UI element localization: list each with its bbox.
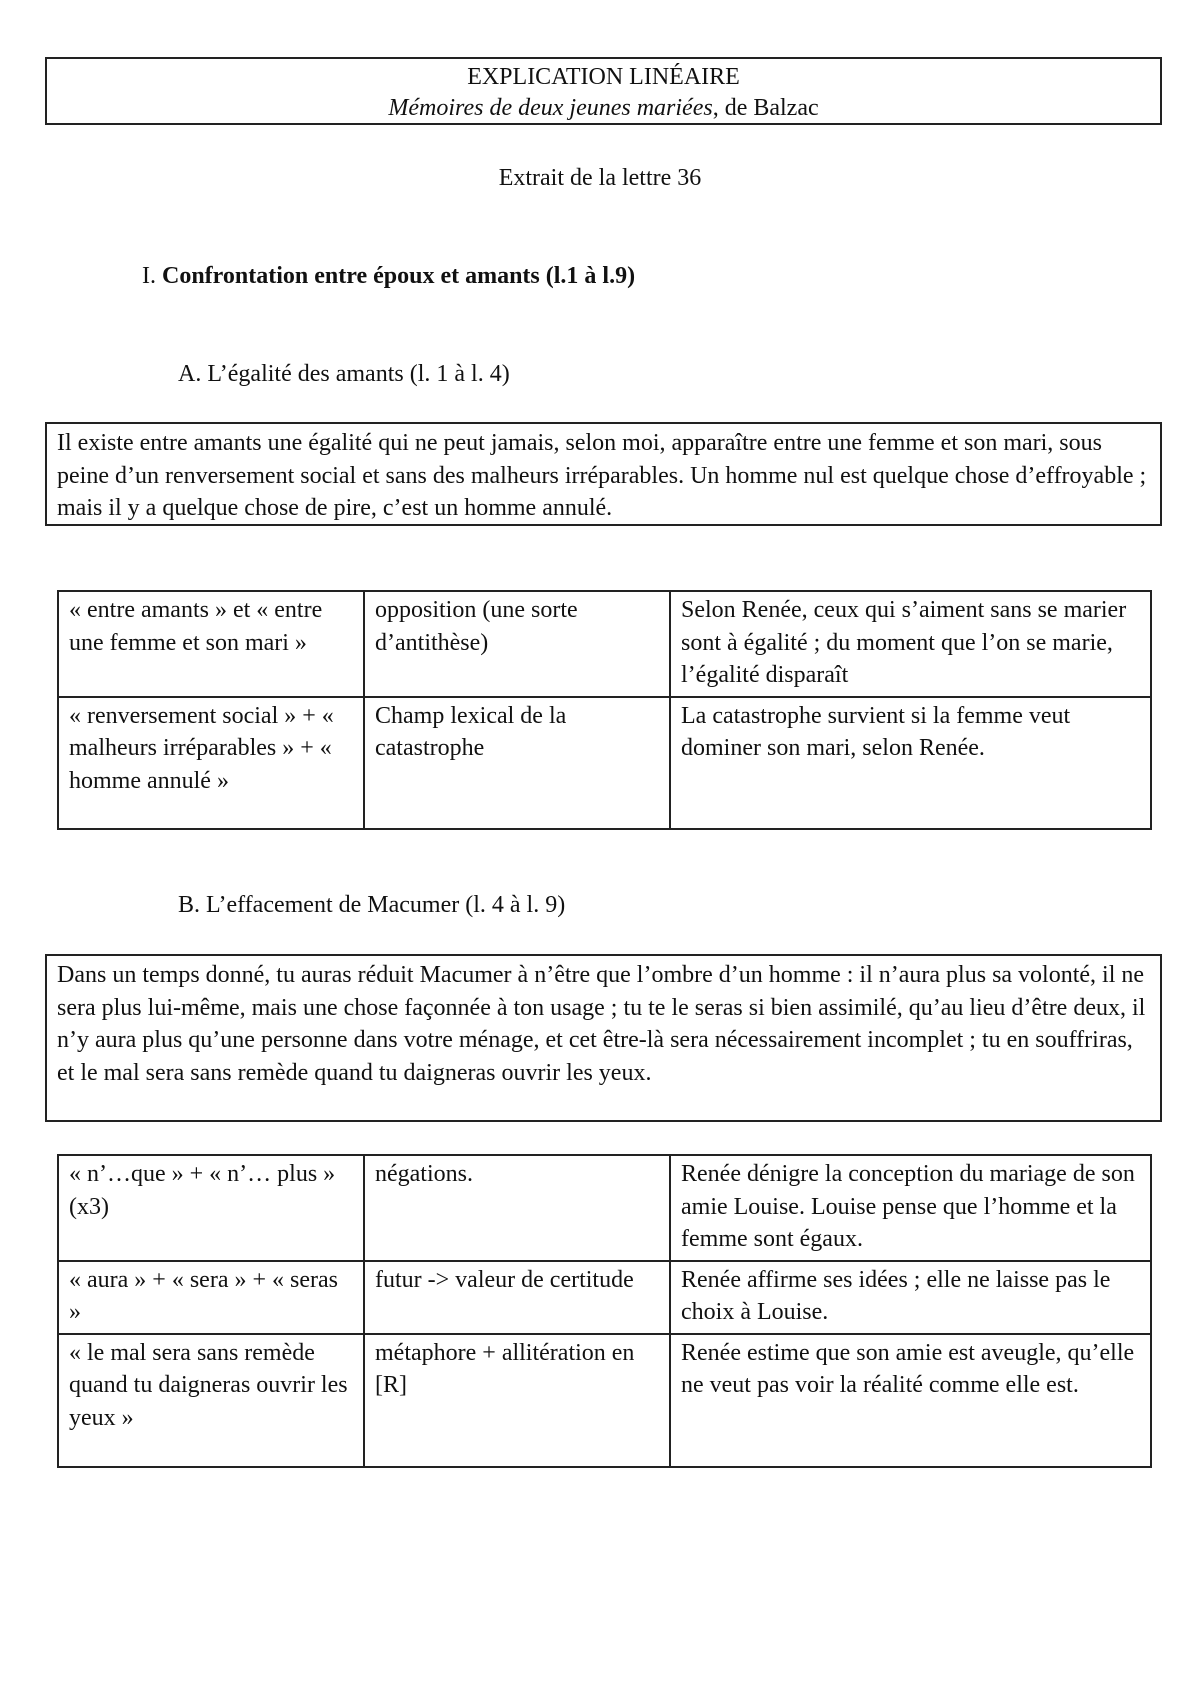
table-row [58,591,1151,697]
citation-cell: « n’…que » + « n’… plus » (x3) [58,1155,364,1261]
extract-label: Extrait de la lettre 36 [498,165,702,191]
interpretation-cell: Selon Renée, ceux qui s’aiment sans se marier sont à égalité ; du moment que l’on se marie, l’égalité disparaît [670,591,1151,697]
table-row [58,697,1151,829]
document-subtitle [47,93,1160,124]
quote-box-a: Il existe entre amants une égalité qui ne peut jamais, selon moi, apparaître entre une femme et son mari, sous peine d’un renversement social et sans des malheurs irréparables. Un homme nul est quelque chose d’effroyable ; mais il y a quelque chose de pire, c’est un homme annulé. [45,422,1162,526]
interpretation-cell: Renée dénigre la conception du mariage de son amie Louise. Louise pense que l’homme et la femme sont égaux. [670,1155,1151,1261]
interpretation-cell: Renée affirme ses idées ; elle ne laisse pas le choix à Louise. [670,1261,1151,1334]
book-author: , de Balzac [712,95,819,121]
table-row [58,1261,1151,1334]
section-number: I. [142,263,162,289]
citation-cell: « entre amants » et « entre une femme et son mari » [58,591,364,697]
subsection-heading-b: B. L’effacement de Macumer (l. 4 à l. 9) [178,892,566,918]
procede-cell: futur -> valeur de certitude [364,1261,670,1334]
citation-cell: « le mal sera sans remède quand tu daigneras ouvrir les yeux » [58,1334,364,1467]
interpretation-cell: La catastrophe survient si la femme veut dominer son mari, selon Renée. [670,697,1151,829]
book-title: Mémoires de deux jeunes mariées [388,95,713,121]
interpretation-cell: Renée estime que son amie est aveugle, qu’elle ne veut pas voir la réalité comme elle est. [670,1334,1151,1467]
document-title: EXPLICATION LINÉAIRE [467,64,740,90]
procede-cell: opposition (une sorte d’antithèse) [364,591,670,697]
table-row [58,1334,1151,1467]
citation-cell: « aura » + « sera » + « seras » [58,1261,364,1334]
quote-box-b: Dans un temps donné, tu auras réduit Macumer à n’être que l’ombre d’un homme : il n’aura plus sa volonté, il ne sera plus lui-même, mais une chose façonnée à ton usage ; tu te le seras si bien assimilé, qu’au lieu d’être deux, il n’y aura plus qu’une personne dans votre ménage, et cet être-là sera nécessairement incomplet ; tu en souffriras, et le mal sera sans remède quand tu daigneras ouvrir les yeux. [45,954,1162,1122]
analysis-table-b [57,1154,1152,1468]
analysis-table-a [57,590,1152,830]
subsection-heading-a: A. L’égalité des amants (l. 1 à l. 4) [178,361,510,387]
procede-cell: métaphore + allitération en [R] [364,1334,670,1467]
document-title-box [45,57,1162,125]
section-heading-1 [142,260,635,292]
table-row [58,1155,1151,1261]
procede-cell: Champ lexical de la catastrophe [364,697,670,829]
procede-cell: négations. [364,1155,670,1261]
citation-cell: « renversement social » + « malheurs irréparables » + « homme annulé » [58,697,364,829]
section-title: Confrontation entre époux et amants (l.1 à l.9) [162,263,636,289]
